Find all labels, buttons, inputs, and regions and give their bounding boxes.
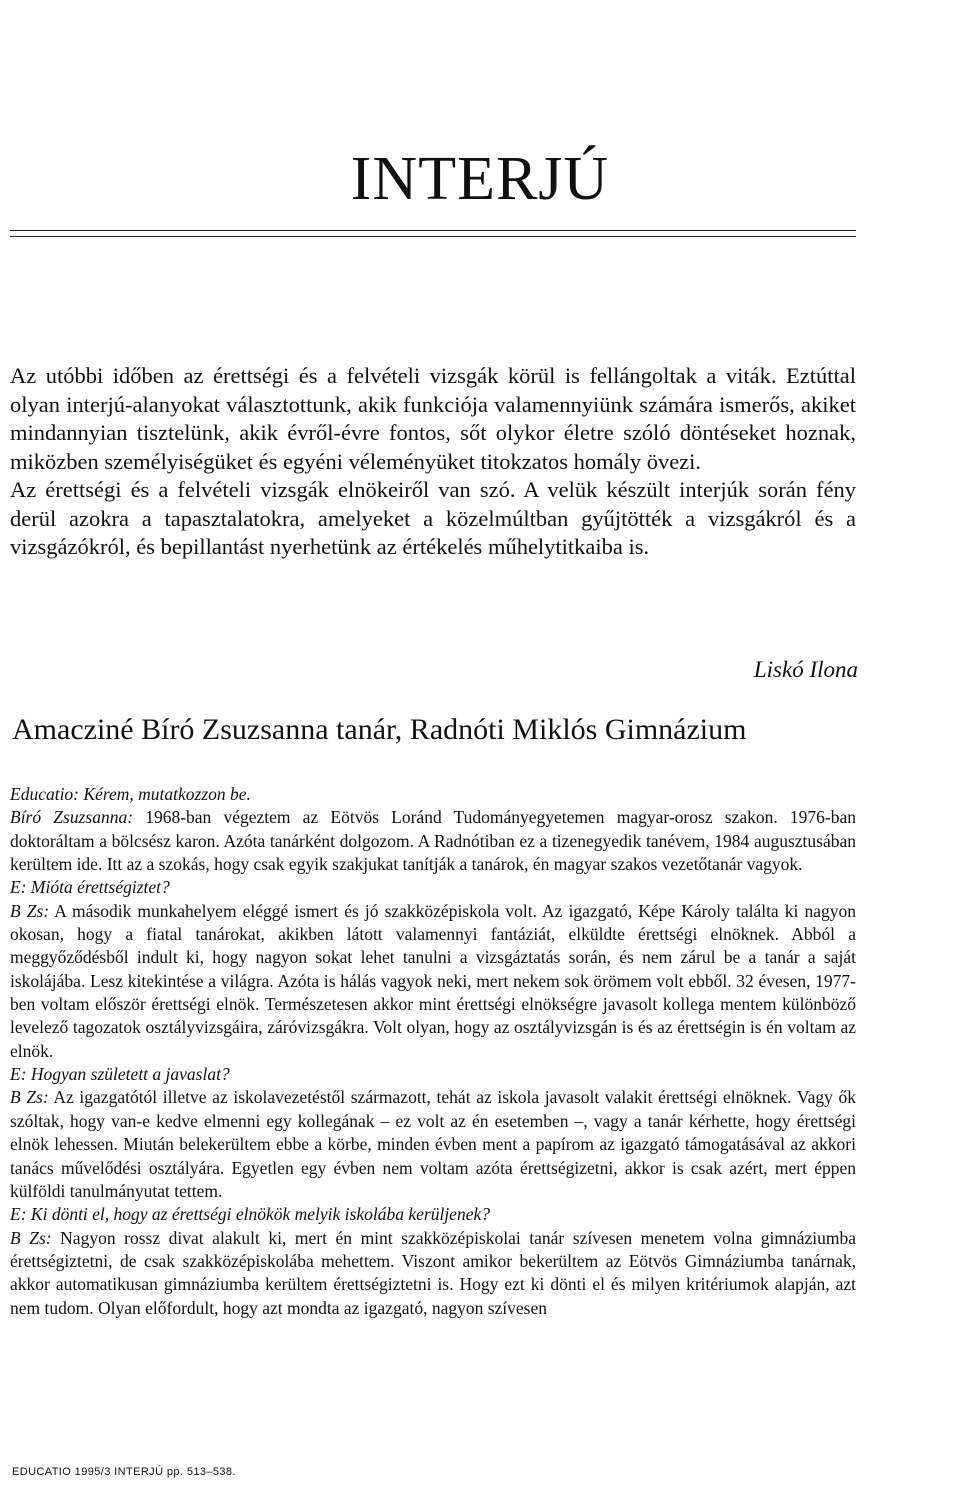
interview-question: [10, 783, 856, 806]
footer-citation: EDUCATIO 1995/3 INTERJÚ pp. 513–538.: [12, 1466, 236, 1478]
interview-heading: Amacziné Bíró Zsuzsanna tanár, Radnóti Miklós Gimnázium: [12, 713, 747, 746]
title-rule-top: [10, 230, 856, 231]
speaker-label: E:: [10, 1204, 27, 1225]
interview-answer: [10, 1227, 856, 1320]
interview-question: [10, 876, 856, 899]
interview-answer: [10, 1086, 856, 1203]
speaker-label: E:: [10, 1064, 27, 1085]
author-signature: Liskó Ilona: [753, 657, 858, 682]
entry-text: Nagyon rossz divat alakult ki, mert én mint szakközépiskolai tanár szívesen menetem volna gimnáziumba érettségiztetni, de csak szakközépiskolába mehettem. Viszont amikor bekerültem az Eötvös Gimnáziumba tanárnak, akkor automatikusan gimnáziumba kerültem érettségiztetni is. Hogy ezt ki dönti el és milyen kritériumok alapján, azt nem tudom. Olyan előfordult, hogy azt mondta az igazgató, nagyon szívesen: [10, 1227, 857, 1318]
speaker-label: Educatio:: [10, 784, 80, 804]
interview-body: [10, 783, 856, 1320]
speaker-label: B Zs:: [10, 1087, 49, 1108]
entry-text: Az igazgatótól illetve az iskolavezetéstől származott, tehát az iskola javasolt valakit érettségi elnöknek. Vagy ők szóltak, hogy van-e kedve elmenni egy kollegának – ez volt az én esetemben –, vagy a tanár kérhette, hogy érettségi elnök lehessen. Miután belekerültem ebbe a körbe, minden évben ment a papírom az igazgató támogatásával az akkori tanács művelődési osztályára. Egyetlen egy évben nem voltam azóta érettségizetni, akkor is csak azért, mert éppen külföldi tanulmányutat tettem.: [10, 1087, 856, 1201]
intro-section: [10, 362, 856, 562]
intro-paragraph: Az utóbbi időben az érettségi és a felvételi vizsgák körül is fellángoltak a viták. Eztúttal olyan interjú-alanyokat választottunk, akik funkciója valamennyiünk számára ismerős, akiket mindannyian tisztelünk, akik évről-évre fontos, sőt olykor életre szóló döntéseket hoznak, miközben személyiségüket és egyéni véleményüket titokzatos homály övezi.: [10, 363, 856, 474]
speaker-label: B Zs:: [10, 900, 50, 921]
interview-answer: [10, 900, 856, 1063]
speaker-label: B Zs:: [10, 1227, 52, 1248]
speaker-label: Bíró Zsuzsanna:: [10, 807, 134, 828]
interview-question: [10, 1203, 856, 1226]
entry-text: Ki dönti el, hogy az érettségi elnökök melyik iskolába kerüljenek?: [30, 1204, 490, 1225]
page-title: INTERJÚ: [350, 145, 610, 213]
entry-text: Mióta érettségiztet?: [30, 877, 170, 898]
speaker-label: E:: [10, 877, 27, 898]
interview-question: [10, 1063, 856, 1086]
title-rule-bottom: [10, 236, 856, 237]
entry-text: 1968-ban végeztem az Eötvös Loránd Tudományegyetemen magyar-orosz szakon. 1976-ban doktoráltam a bölcsész karon. Azóta tanárként dolgozom. A Radnótiban ez a tizenegyedik tanévem, 1984 augusztusában kerültem ide. Itt az a szokás, hogy csak egyik szakjukat tanítják a tanárok, én magyar szakos vezetőtanár vagyok.: [10, 807, 856, 875]
entry-text: Hogyan született a javaslat?: [30, 1064, 230, 1085]
interview-answer: [10, 806, 856, 876]
intro-paragraph: Az érettségi és a felvételi vizsgák elnökeiről van szó. A velük készült interjúk során fény derül azokra a tapasztalatokra, amelyeket a közelmúltban gyűjtötték a vizsgákról és a vizsgázókról, és bepillantást nyerhetünk az értékelés műhelytitkaiba is.: [10, 477, 856, 559]
entry-text: Kérem, mutatkozzon be.: [83, 784, 251, 804]
entry-text: A második munkahelyem eléggé ismert és jó szakközépiskola volt. Az igazgató, Képe Károly találta ki nagyon okosan, hogy a fiatal tanárokat, akikben látott valamennyi fantáziát, elküldte érettségi elnöknek. Abból a meggyőződésből indult ki, hogy nagyon sokat lehet tanulni a vizsgáztatás során, és nem zárul be a tanár a saját iskolájába. Lesz kitekintése a világra. Azóta is hálás vagyok neki, mert nekem sok örömem volt ebből. 32 évesen, 1977-ben voltam először érettségi elnök. Természetesen akkor mint érettségi elnökségre javasolt kollega mentem különböző levelező tagozatok osztályvizsgáira, záróvizsgákra. Volt olyan, hogy az osztályvizsgán is és az érettségin is én voltam az elnök.: [10, 900, 856, 1061]
